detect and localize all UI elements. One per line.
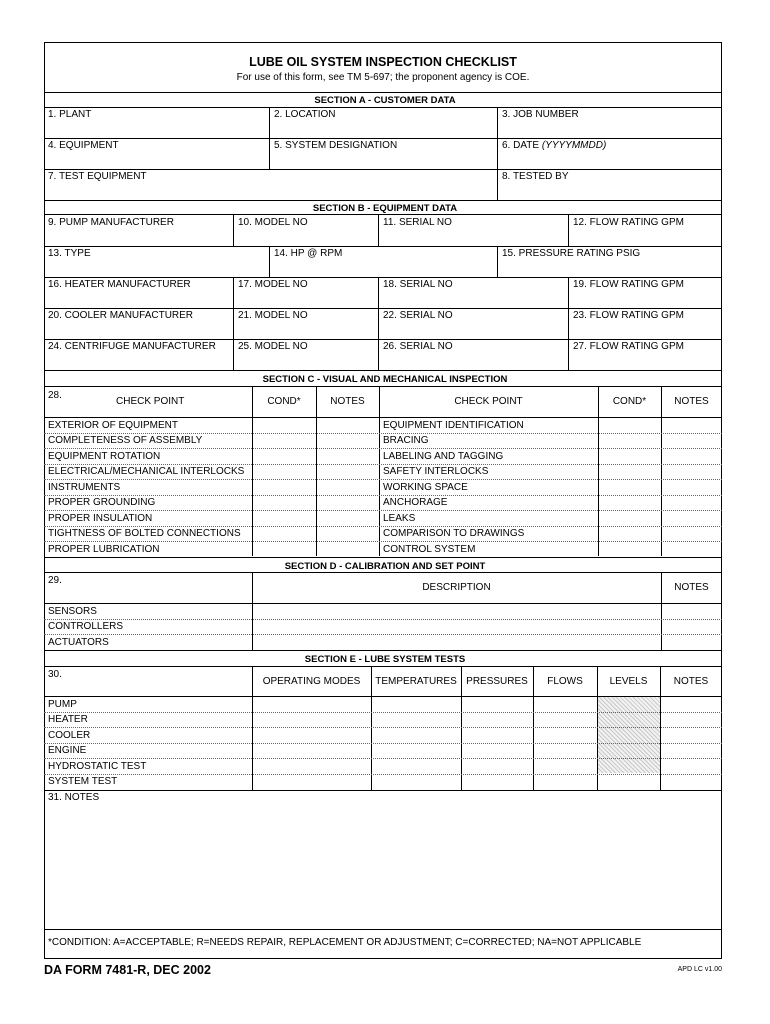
pressures-header: PRESSURES (466, 676, 528, 687)
section-c-number: 28. (48, 390, 62, 401)
plant-field[interactable] (46, 122, 267, 137)
centrifuge-serial-label: 26. SERIAL NO (383, 341, 453, 352)
section-d-number: 29. (48, 575, 62, 586)
date-format-hint: (YYYYMMDD) (541, 140, 607, 151)
section-c-heading: SECTION C - VISUAL AND MECHANICAL INSPECTION (262, 374, 508, 385)
section-e-number: 30. (48, 669, 62, 680)
form-id: DA FORM 7481-R, DEC 2002 (44, 963, 211, 977)
notes-field[interactable] (46, 806, 720, 927)
job-number-label: 3. JOB NUMBER (502, 109, 579, 120)
inspection-item: TIGHTNESS OF BOLTED CONNECTIONS (48, 528, 241, 539)
test-item: COOLER (48, 730, 91, 741)
system-designation-field[interactable] (272, 153, 495, 168)
levels-shaded-cells (598, 697, 660, 773)
hp-rpm-label: 14. HP @ RPM (274, 248, 343, 259)
description-header: DESCRIPTION (422, 582, 491, 593)
type-label: 13. TYPE (48, 248, 91, 259)
inspection-item: EXTERIOR OF EQUIPMENT (48, 420, 179, 431)
notes-header-right: NOTES (674, 396, 709, 407)
pump-serial-label: 11. SERIAL NO (383, 217, 452, 228)
check-point-header-right: CHECK POINT (454, 396, 523, 407)
calibration-item: SENSORS (48, 606, 97, 617)
cooler-manufacturer-label: 20. COOLER MANUFACTURER (48, 310, 194, 321)
inspection-item: LABELING AND TAGGING (383, 451, 504, 462)
centrifuge-flow-rating-label: 27. FLOW RATING GPM (573, 341, 684, 352)
test-item: SYSTEM TEST (48, 776, 118, 787)
cooler-flow-rating-label: 23. FLOW RATING GPM (573, 310, 684, 321)
temperatures-header: TEMPERATURES (375, 676, 457, 687)
inspection-item: COMPLETENESS OF ASSEMBLY (48, 435, 203, 446)
section-b-heading: SECTION B - EQUIPMENT DATA (312, 203, 458, 214)
equipment-label: 4. EQUIPMENT (48, 140, 119, 151)
inspection-item: EQUIPMENT ROTATION (48, 451, 161, 462)
heater-serial-label: 18. SERIAL NO (383, 279, 453, 290)
notes-label: 31. NOTES (48, 792, 100, 803)
notes-header-left: NOTES (330, 396, 365, 407)
centrifuge-model-label: 25. MODEL NO (238, 341, 308, 352)
cooler-model-label: 21. MODEL NO (238, 310, 308, 321)
form-title: LUBE OIL SYSTEM INSPECTION CHECKLIST (249, 55, 517, 69)
inspection-item: EQUIPMENT IDENTIFICATION (383, 420, 524, 431)
section-d-heading: SECTION D - CALIBRATION AND SET POINT (284, 561, 486, 572)
section-e-heading: SECTION E - LUBE SYSTEM TESTS (304, 654, 466, 665)
cond-header-left: COND* (267, 396, 301, 407)
system-designation-label: 5. SYSTEM DESIGNATION (274, 140, 398, 151)
location-label: 2. LOCATION (274, 109, 336, 120)
section-e-notes-header: NOTES (673, 676, 709, 687)
inspection-item: COMPARISON TO DRAWINGS (383, 528, 525, 539)
tested-by-field[interactable] (500, 184, 720, 199)
condition-note: *CONDITION: A=ACCEPTABLE; R=NEEDS REPAIR, REPLACEMENT OR ADJUSTMENT; C=CORRECTED; NA=NOT APPLICABLE (48, 937, 642, 948)
check-point-header-left: CHECK POINT (116, 396, 185, 407)
date-field[interactable] (500, 153, 720, 168)
pressure-rating-label: 15. PRESSURE RATING PSIG (502, 248, 641, 259)
location-field[interactable] (272, 122, 495, 137)
test-item: HYDROSTATIC TEST (48, 761, 147, 772)
date-label (502, 141, 606, 151)
operating-modes-header: OPERATING MODES (262, 676, 361, 687)
version-label: APD LC v1.00 (677, 966, 722, 973)
heater-flow-rating-label: 19. FLOW RATING GPM (573, 279, 684, 290)
inspection-item: WORKING SPACE (383, 482, 468, 493)
cond-header-right: COND* (612, 396, 647, 407)
inspection-item: ANCHORAGE (383, 497, 448, 508)
cooler-serial-label: 22. SERIAL NO (383, 310, 453, 321)
inspection-item: CONTROL SYSTEM (383, 544, 476, 555)
date-label-text: 6. DATE (502, 140, 540, 151)
calibration-item: CONTROLLERS (48, 621, 124, 632)
inspection-item: LEAKS (383, 513, 416, 524)
inspection-item: BRACING (383, 435, 429, 446)
tested-by-label: 8. TESTED BY (502, 171, 569, 182)
inspection-item: PROPER LUBRICATION (48, 544, 160, 555)
test-equipment-label: 7. TEST EQUIPMENT (48, 171, 147, 182)
form-subtitle: For use of this form, see TM 5-697; the proponent agency is COE. (236, 72, 530, 83)
inspection-item: ELECTRICAL/MECHANICAL INTERLOCKS (48, 466, 245, 477)
section-d-notes-header: NOTES (674, 582, 709, 593)
inspection-item: PROPER INSULATION (48, 513, 153, 524)
pump-flow-rating-label: 12. FLOW RATING GPM (573, 217, 684, 228)
pump-model-label: 10. MODEL NO (238, 217, 308, 228)
heater-manufacturer-label: 16. HEATER MANUFACTURER (48, 279, 191, 290)
inspection-item: PROPER GROUNDING (48, 497, 156, 508)
job-number-field[interactable] (500, 122, 720, 137)
centrifuge-manufacturer-label: 24. CENTRIFUGE MANUFACTURER (48, 341, 216, 352)
heater-model-label: 17. MODEL NO (238, 279, 308, 290)
section-a-heading: SECTION A - CUSTOMER DATA (314, 95, 456, 106)
levels-header: LEVELS (609, 676, 648, 687)
equipment-field[interactable] (46, 153, 267, 168)
inspection-item: INSTRUMENTS (48, 482, 121, 493)
flows-header: FLOWS (547, 676, 583, 687)
test-item: PUMP (48, 699, 77, 710)
pump-manufacturer-label: 9. PUMP MANUFACTURER (48, 217, 174, 228)
test-equipment-field[interactable] (46, 184, 495, 199)
inspection-item: SAFETY INTERLOCKS (383, 466, 489, 477)
plant-label: 1. PLANT (48, 109, 92, 120)
test-item: HEATER (48, 714, 88, 725)
test-item: ENGINE (48, 745, 87, 756)
calibration-item: ACTUATORS (48, 637, 109, 648)
